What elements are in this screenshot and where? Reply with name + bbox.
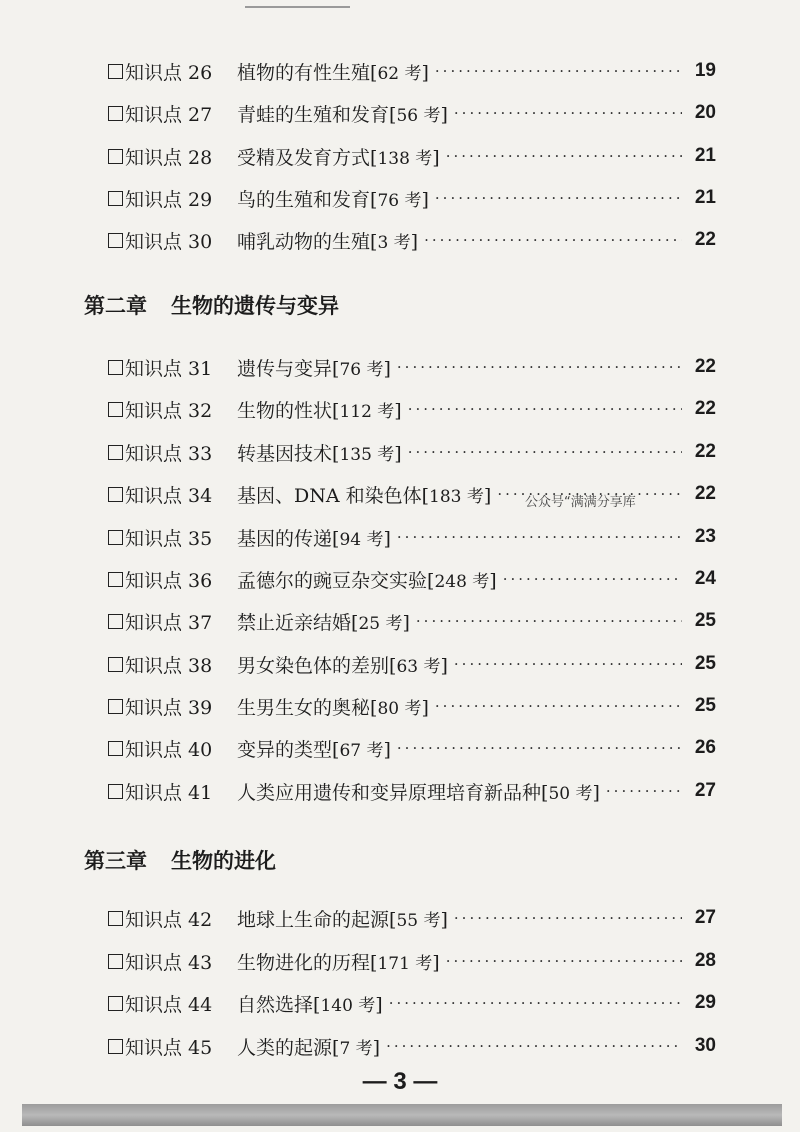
toc-entry-40[interactable]	[108, 733, 716, 763]
entry-title: 生物进化的历程	[237, 951, 371, 974]
checkbox-icon	[108, 614, 123, 629]
entry-number: 知识点 43	[125, 951, 213, 974]
entry-title: 孟德尔的豌豆杂交实验	[237, 569, 428, 592]
entry-count: [56 考]	[389, 103, 448, 126]
checkbox-icon	[108, 149, 123, 164]
entry-count: [183 考]	[421, 484, 492, 507]
entry-count: [76 考]	[332, 357, 391, 380]
entry-count: [55 考]	[389, 908, 448, 931]
entry-count: [7 考]	[332, 1036, 381, 1059]
toc-entry-29[interactable]	[108, 183, 716, 213]
toc-entry-28[interactable]	[108, 141, 716, 171]
toc-entry-45[interactable]	[108, 1031, 716, 1061]
entry-page: 25	[694, 695, 716, 716]
entry-count: [135 考]	[332, 442, 402, 465]
toc-entry-30[interactable]	[108, 225, 716, 255]
dot-leader	[454, 909, 682, 927]
toc-entry-43[interactable]	[108, 946, 716, 976]
entry-number: 知识点 30	[125, 230, 213, 253]
entry-count: [67 考]	[332, 738, 391, 761]
toc-entry-33[interactable]	[108, 437, 716, 467]
toc-entry-32[interactable]	[108, 394, 716, 424]
entry-title: 基因的传递	[237, 527, 333, 550]
entry-title: 变异的类型	[237, 738, 333, 761]
checkbox-icon	[108, 106, 123, 121]
entry-title: 自然选择	[237, 993, 314, 1016]
entry-page: 28	[694, 950, 716, 971]
checkbox-icon	[108, 64, 123, 79]
top-rule	[245, 6, 350, 8]
dot-leader	[408, 400, 682, 418]
checkbox-icon	[108, 784, 123, 799]
entry-count: [76 考]	[370, 188, 429, 211]
toc-entry-38[interactable]	[108, 649, 716, 679]
checkbox-icon	[108, 699, 123, 714]
entry-title: 禁止近亲结婚	[237, 611, 352, 634]
entry-count: [63 考]	[389, 654, 448, 677]
checkbox-icon	[108, 233, 123, 248]
entry-page: 30	[694, 1035, 716, 1056]
dot-leader	[416, 612, 682, 630]
checkbox-icon	[108, 657, 123, 672]
dot-leader	[435, 189, 682, 207]
checkbox-icon	[108, 530, 123, 545]
dot-leader	[454, 655, 682, 673]
entry-page: 29	[694, 992, 716, 1013]
entry-count: [138 考]	[370, 146, 440, 169]
checkbox-icon	[108, 572, 123, 587]
entry-number: 知识点 42	[125, 908, 213, 931]
dot-leader	[408, 443, 682, 461]
entry-title: 地球上生命的起源	[237, 908, 390, 931]
entry-number: 知识点 31	[125, 357, 213, 380]
entry-page: 20	[694, 102, 716, 123]
entry-title: 转基因技术	[237, 442, 333, 465]
toc-entry-36[interactable]	[108, 564, 716, 594]
dot-leader	[397, 358, 682, 376]
dot-leader	[389, 994, 682, 1012]
checkbox-icon	[108, 191, 123, 206]
entry-count: [248 考]	[427, 569, 497, 592]
dot-leader	[606, 782, 682, 800]
entry-title: 植物的有性生殖	[237, 61, 371, 84]
entry-count: [3 考]	[370, 230, 419, 253]
entry-page: 22	[694, 356, 716, 377]
entry-count: [171 考]	[370, 951, 440, 974]
entry-count: [140 考]	[313, 993, 383, 1016]
chapter-heading-2[interactable]	[84, 290, 339, 320]
dot-leader	[424, 231, 682, 249]
entry-number: 知识点 39	[125, 696, 213, 719]
entry-page: 22	[694, 398, 716, 419]
entry-title: 遗传与变异	[237, 357, 333, 380]
entry-count: [62 考]	[370, 61, 429, 84]
entry-number: 知识点 40	[125, 738, 213, 761]
entry-page: 23	[694, 526, 716, 547]
checkbox-icon	[108, 445, 123, 460]
entry-number: 知识点 34	[125, 484, 213, 507]
chapter-title: 生物的进化	[171, 849, 276, 873]
dot-leader	[397, 528, 682, 546]
entry-number: 知识点 28	[125, 146, 213, 169]
entry-page: 19	[694, 60, 716, 81]
toc-entry-44[interactable]	[108, 988, 716, 1018]
entry-count: [112 考]	[332, 399, 402, 422]
checkbox-icon	[108, 996, 123, 1011]
entry-title: 青蛙的生殖和发育	[237, 103, 390, 126]
toc-entry-35[interactable]	[108, 522, 716, 552]
checkbox-icon	[108, 1039, 123, 1054]
entry-number: 知识点 27	[125, 103, 213, 126]
entry-page: 22	[694, 441, 716, 462]
entry-number: 知识点 45	[125, 1036, 213, 1059]
chapter-label: 第三章	[84, 849, 147, 873]
entry-title: 生男生女的奥秘	[237, 696, 371, 719]
dot-leader	[397, 739, 682, 757]
toc-entry-27[interactable]	[108, 98, 716, 128]
entry-title: 男女染色体的差别	[237, 654, 390, 677]
dot-leader	[446, 952, 682, 970]
entry-page: 22	[694, 483, 716, 504]
entry-number: 知识点 37	[125, 611, 213, 634]
entry-page: 27	[694, 780, 716, 801]
entry-page: 21	[694, 145, 716, 166]
entry-title: 人类应用遗传和变异原理培育新品种	[237, 781, 542, 804]
entry-number: 知识点 29	[125, 188, 213, 211]
entry-number: 知识点 26	[125, 61, 213, 84]
entry-count: [80 考]	[370, 696, 429, 719]
toc-entry-39[interactable]	[108, 691, 716, 721]
entry-title: 受精及发育方式	[237, 146, 371, 169]
dot-leader	[435, 62, 682, 80]
entry-number: 知识点 44	[125, 993, 213, 1016]
entry-title: 基因、DNA 和染色体	[237, 484, 422, 507]
entry-title: 生物的性状	[237, 399, 333, 422]
dot-leader	[446, 147, 682, 165]
entry-number: 知识点 36	[125, 569, 213, 592]
chapter-title: 生物的遗传与变异	[171, 294, 339, 318]
scan-edge-band	[22, 1104, 782, 1126]
toc-entry-42[interactable]	[108, 903, 716, 933]
dot-leader	[386, 1037, 682, 1055]
entry-page: 26	[694, 737, 716, 758]
entry-title: 鸟的生殖和发育	[237, 188, 371, 211]
entry-page: 24	[694, 568, 716, 589]
toc-entry-26[interactable]	[108, 56, 716, 86]
dot-leader	[435, 697, 682, 715]
entry-number: 知识点 32	[125, 399, 213, 422]
entry-page: 22	[694, 229, 716, 250]
entry-number: 知识点 35	[125, 527, 213, 550]
entry-number: 知识点 33	[125, 442, 213, 465]
watermark: 公众号“满满分享库	[525, 495, 636, 510]
entry-page: 27	[694, 907, 716, 928]
checkbox-icon	[108, 487, 123, 502]
entry-count: [94 考]	[332, 527, 391, 550]
entry-page: 25	[694, 610, 716, 631]
page-number: — 3 —	[362, 1068, 438, 1095]
entry-page: 21	[694, 187, 716, 208]
entry-count: [50 考]	[541, 781, 600, 804]
checkbox-icon	[108, 911, 123, 926]
entry-title: 哺乳动物的生殖	[237, 230, 371, 253]
entry-number: 知识点 41	[125, 781, 213, 804]
entry-title: 人类的起源	[237, 1036, 333, 1059]
toc-entry-31[interactable]	[108, 352, 716, 382]
dot-leader	[454, 104, 682, 122]
checkbox-icon	[108, 741, 123, 756]
checkbox-icon	[108, 360, 123, 375]
checkbox-icon	[108, 402, 123, 417]
chapter-heading-3[interactable]	[84, 845, 276, 875]
dot-leader	[503, 570, 682, 588]
checkbox-icon	[108, 954, 123, 969]
toc-entry-41[interactable]	[108, 776, 716, 806]
toc-entry-37[interactable]	[108, 606, 716, 636]
entry-page: 25	[694, 653, 716, 674]
entry-number: 知识点 38	[125, 654, 213, 677]
entry-count: [25 考]	[351, 611, 410, 634]
chapter-label: 第二章	[84, 294, 147, 318]
